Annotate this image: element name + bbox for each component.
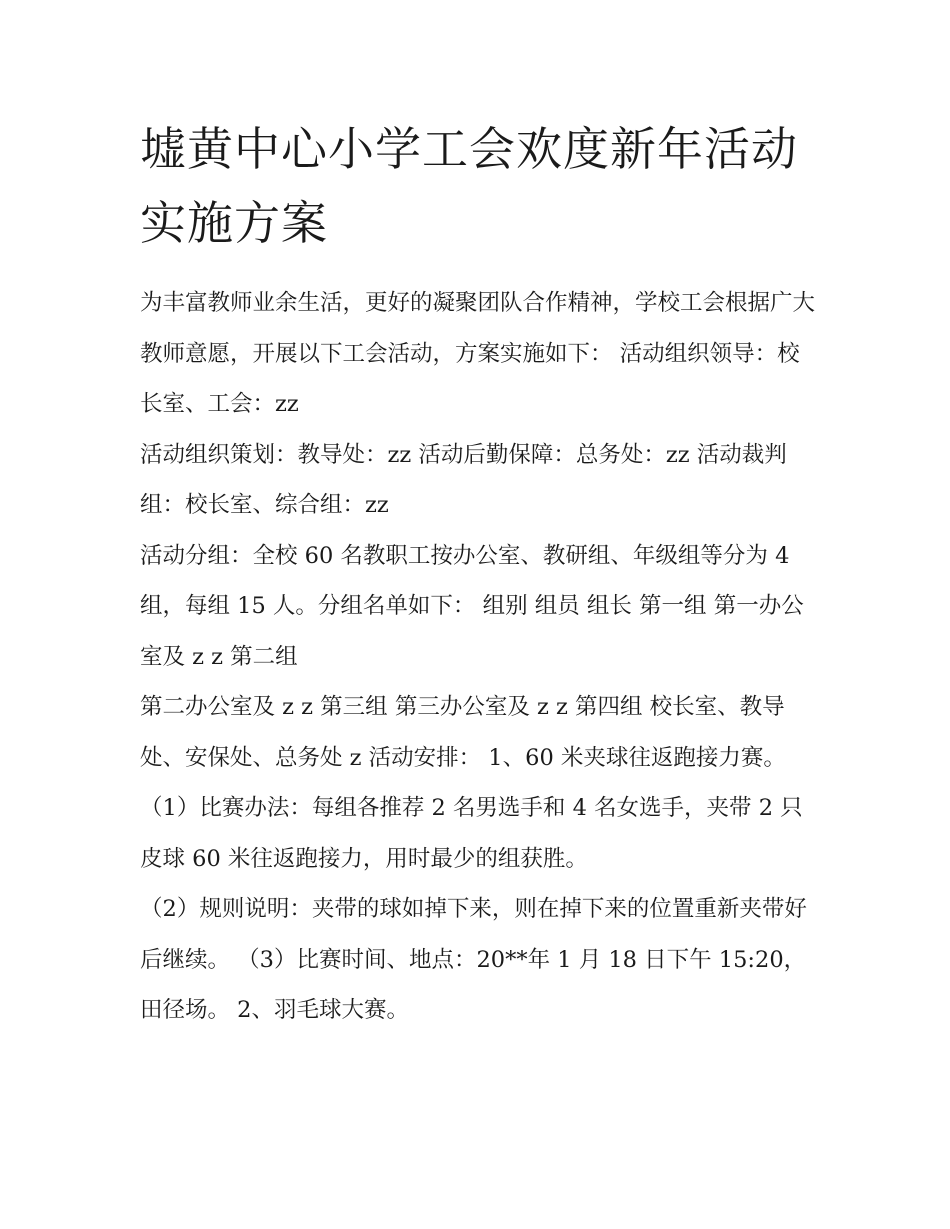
- paragraph-intro: 为丰富教师业余生活，更好的凝聚团队合作精神，学校工会根据广大教师意愿，开展以下工会活动，方案实施如下： 活动组织领导：校长室、工会：zz: [140, 290, 816, 417]
- paragraph-rules-method: （1）比赛办法：每组各推荐 2 名男选手和 4 名女选手，夹带 2 只皮球 60 米往返跑接力，用时最少的组获胜。: [140, 795, 803, 872]
- document-title: 墟黄中心小学工会欢度新年活动实施方案: [140, 122, 798, 250]
- paragraph-schedule: 第二办公室及 z z 第三组 第三办公室及 z z 第四组 校长室、教导处、安保处、总务处 z 活动安排： 1、60 米夹球往返跑接力赛。: [140, 694, 786, 771]
- paragraph-planning: 活动组织策划：教导处：zz 活动后勤保障：总务处：zz 活动裁判组：校长室、综合组：zz: [140, 441, 787, 518]
- paragraph-grouping: 活动分组：全校 60 名教职工按办公室、教研组、年级组等分为 4 组，每组 15 人。分组名单如下： 组别 组员 组长 第一组 第一办公室及 z z 第二组: [140, 542, 804, 670]
- paragraph-rules-explanation: （2）规则说明：夹带的球如掉下来，则在掉下来的位置重新夹带好后继续。 （3）比赛时间、地点：20**年 1 月 18 日下午 15:20，田径场。 2、羽毛球大赛。: [140, 896, 807, 1023]
- document-page: [140, 112, 820, 1036]
